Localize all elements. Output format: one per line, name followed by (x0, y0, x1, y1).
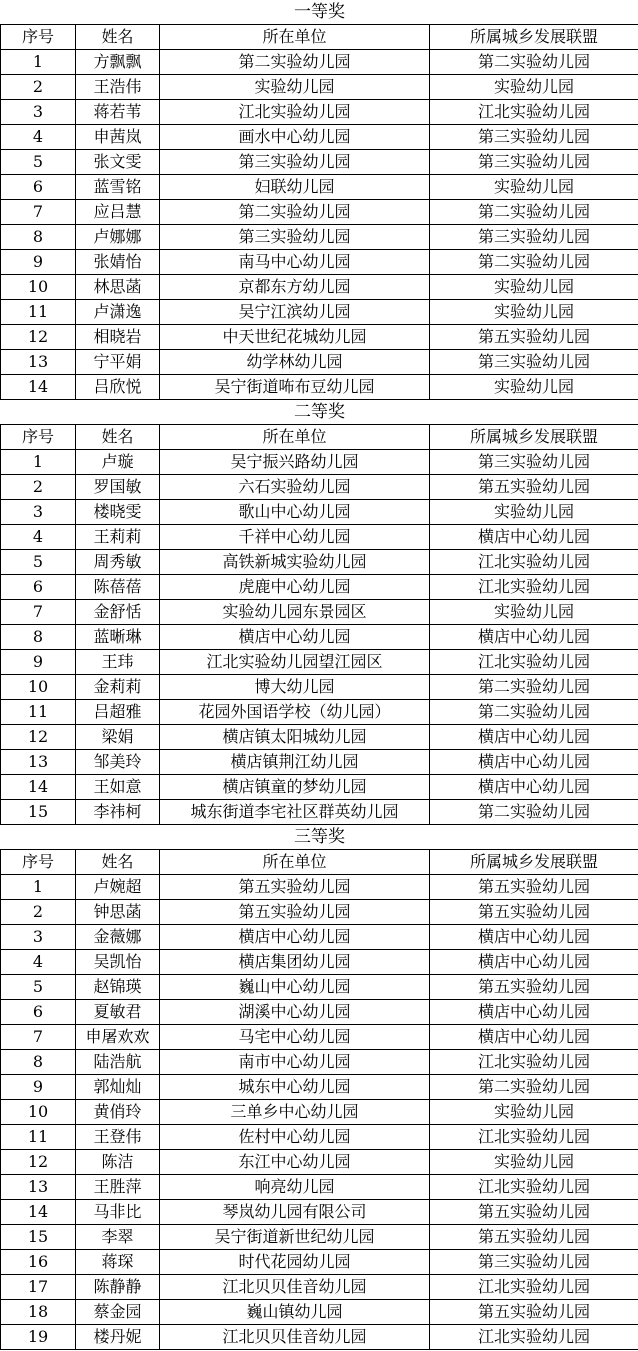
table-row (1, 100, 638, 125)
cell-name: 卢潇逸 (76, 300, 160, 325)
cell-unit: 东江中心幼儿园 (160, 1150, 430, 1175)
cell-alliance: 横店中心幼儿园 (430, 525, 638, 550)
cell-name: 楼丹妮 (76, 1325, 160, 1350)
cell-alliance: 实验幼儿园 (430, 1150, 638, 1175)
table-row (1, 50, 638, 75)
cell-alliance: 横店中心幼儿园 (430, 725, 638, 750)
cell-alliance: 横店中心幼儿园 (430, 1025, 638, 1050)
cell-name: 陈静静 (76, 1275, 160, 1300)
cell-unit: 江北贝贝佳音幼儿园 (160, 1325, 430, 1350)
cell-name: 周秀敏 (76, 550, 160, 575)
cell-number: 14 (1, 375, 76, 400)
cell-unit: 虎鹿中心幼儿园 (160, 575, 430, 600)
table-row (1, 275, 638, 300)
cell-name: 赵锦瑛 (76, 975, 160, 1000)
cell-unit: 横店中心幼儿园 (160, 925, 430, 950)
cell-alliance: 实验幼儿园 (430, 1100, 638, 1125)
cell-name: 蒋若苇 (76, 100, 160, 125)
cell-alliance: 第二实验幼儿园 (430, 675, 638, 700)
cell-name: 金舒恬 (76, 600, 160, 625)
column-header-row (1, 425, 638, 450)
cell-unit: 横店镇童的梦幼儿园 (160, 775, 430, 800)
award-table-body (1, 0, 638, 1350)
cell-number: 18 (1, 1300, 76, 1325)
table-row (1, 675, 638, 700)
cell-number: 4 (1, 525, 76, 550)
section-title-row (1, 0, 638, 25)
cell-alliance: 实验幼儿园 (430, 300, 638, 325)
cell-number: 15 (1, 1225, 76, 1250)
cell-number: 5 (1, 975, 76, 1000)
cell-alliance: 江北实验幼儿园 (430, 1175, 638, 1200)
cell-alliance: 第三实验幼儿园 (430, 450, 638, 475)
table-row (1, 775, 638, 800)
header-alliance: 所属城乡发展联盟 (430, 25, 638, 50)
column-header-row (1, 25, 638, 50)
table-row (1, 150, 638, 175)
cell-alliance: 第二实验幼儿园 (430, 1075, 638, 1100)
cell-unit: 巍山镇幼儿园 (160, 1300, 430, 1325)
cell-name: 楼晓雯 (76, 500, 160, 525)
cell-name: 王玮 (76, 650, 160, 675)
table-row (1, 1175, 638, 1200)
table-row (1, 600, 638, 625)
table-row (1, 1025, 638, 1050)
cell-number: 2 (1, 75, 76, 100)
cell-number: 8 (1, 625, 76, 650)
table-row (1, 725, 638, 750)
cell-alliance: 第三实验幼儿园 (430, 225, 638, 250)
cell-name: 陆浩航 (76, 1050, 160, 1075)
cell-alliance: 第三实验幼儿园 (430, 125, 638, 150)
cell-unit: 江北实验幼儿园望江园区 (160, 650, 430, 675)
cell-name: 王莉莉 (76, 525, 160, 550)
cell-name: 邹美玲 (76, 750, 160, 775)
cell-number: 2 (1, 900, 76, 925)
cell-alliance: 第三实验幼儿园 (430, 350, 638, 375)
table-row (1, 1200, 638, 1225)
cell-name: 王胜萍 (76, 1175, 160, 1200)
cell-unit: 江北实验幼儿园 (160, 100, 430, 125)
cell-unit: 江北贝贝佳音幼儿园 (160, 1275, 430, 1300)
table-row (1, 1000, 638, 1025)
table-row (1, 125, 638, 150)
table-row (1, 475, 638, 500)
table-row (1, 1050, 638, 1075)
cell-alliance: 实验幼儿园 (430, 75, 638, 100)
table-row (1, 375, 638, 400)
cell-number: 1 (1, 875, 76, 900)
header-alliance: 所属城乡发展联盟 (430, 850, 638, 875)
cell-alliance: 第五实验幼儿园 (430, 1300, 638, 1325)
cell-number: 7 (1, 1025, 76, 1050)
cell-unit: 响亮幼儿园 (160, 1175, 430, 1200)
cell-number: 8 (1, 225, 76, 250)
table-row (1, 1300, 638, 1325)
cell-unit: 妇联幼儿园 (160, 175, 430, 200)
cell-alliance: 第五实验幼儿园 (430, 475, 638, 500)
cell-name: 相晓岩 (76, 325, 160, 350)
cell-name: 应吕慧 (76, 200, 160, 225)
cell-unit: 第二实验幼儿园 (160, 200, 430, 225)
cell-name: 蓝雪铭 (76, 175, 160, 200)
cell-unit: 吴宁江滨幼儿园 (160, 300, 430, 325)
cell-number: 16 (1, 1250, 76, 1275)
cell-unit: 城东中心幼儿园 (160, 1075, 430, 1100)
cell-unit: 幼学林幼儿园 (160, 350, 430, 375)
cell-unit: 第五实验幼儿园 (160, 900, 430, 925)
cell-number: 4 (1, 950, 76, 975)
table-row (1, 200, 638, 225)
cell-unit: 吴宁街道新世纪幼儿园 (160, 1225, 430, 1250)
cell-name: 蔡金园 (76, 1300, 160, 1325)
table-row (1, 875, 638, 900)
cell-number: 12 (1, 725, 76, 750)
header-name: 姓名 (76, 850, 160, 875)
cell-name: 金薇娜 (76, 925, 160, 950)
cell-unit: 千祥中心幼儿园 (160, 525, 430, 550)
cell-name: 郭灿灿 (76, 1075, 160, 1100)
header-number: 序号 (1, 25, 76, 50)
table-row (1, 650, 638, 675)
table-row (1, 750, 638, 775)
cell-unit: 第二实验幼儿园 (160, 50, 430, 75)
table-row (1, 525, 638, 550)
cell-unit: 第五实验幼儿园 (160, 875, 430, 900)
table-row (1, 1225, 638, 1250)
cell-name: 林思菡 (76, 275, 160, 300)
cell-alliance: 横店中心幼儿园 (430, 925, 638, 950)
table-row (1, 225, 638, 250)
cell-unit: 三单乡中心幼儿园 (160, 1100, 430, 1125)
cell-number: 3 (1, 925, 76, 950)
table-row (1, 1250, 638, 1275)
cell-name: 张婧怡 (76, 250, 160, 275)
cell-unit: 马宅中心幼儿园 (160, 1025, 430, 1050)
table-row (1, 75, 638, 100)
cell-number: 3 (1, 500, 76, 525)
table-row (1, 950, 638, 975)
cell-alliance: 实验幼儿园 (430, 600, 638, 625)
cell-number: 7 (1, 600, 76, 625)
cell-unit: 时代花园幼儿园 (160, 1250, 430, 1275)
cell-number: 6 (1, 175, 76, 200)
cell-alliance: 实验幼儿园 (430, 375, 638, 400)
cell-unit: 巍山中心幼儿园 (160, 975, 430, 1000)
cell-name: 王登伟 (76, 1125, 160, 1150)
table-row (1, 250, 638, 275)
table-row (1, 550, 638, 575)
cell-name: 蓝晰琳 (76, 625, 160, 650)
cell-number: 14 (1, 1200, 76, 1225)
table-row (1, 300, 638, 325)
cell-name: 陈洁 (76, 1150, 160, 1175)
cell-alliance: 第三实验幼儿园 (430, 150, 638, 175)
cell-unit: 吴宁振兴路幼儿园 (160, 450, 430, 475)
cell-number: 7 (1, 200, 76, 225)
cell-number: 4 (1, 125, 76, 150)
cell-name: 申茜岚 (76, 125, 160, 150)
cell-name: 梁娟 (76, 725, 160, 750)
cell-number: 2 (1, 475, 76, 500)
cell-alliance: 第五实验幼儿园 (430, 900, 638, 925)
table-row (1, 175, 638, 200)
cell-alliance: 第二实验幼儿园 (430, 800, 638, 825)
cell-unit: 画水中心幼儿园 (160, 125, 430, 150)
table-row (1, 1150, 638, 1175)
cell-unit: 高铁新城实验幼儿园 (160, 550, 430, 575)
cell-unit: 第三实验幼儿园 (160, 150, 430, 175)
cell-name: 陈蓓蓓 (76, 575, 160, 600)
table-row (1, 500, 638, 525)
section-title-row (1, 400, 638, 425)
header-alliance: 所属城乡发展联盟 (430, 425, 638, 450)
cell-name: 宁平娟 (76, 350, 160, 375)
section-title: 一等奖 (1, 0, 638, 25)
cell-number: 11 (1, 700, 76, 725)
cell-alliance: 江北实验幼儿园 (430, 100, 638, 125)
table-row (1, 625, 638, 650)
cell-number: 9 (1, 650, 76, 675)
column-header-row (1, 850, 638, 875)
table-row (1, 900, 638, 925)
cell-number: 9 (1, 250, 76, 275)
cell-unit: 实验幼儿园 (160, 75, 430, 100)
table-row (1, 1325, 638, 1350)
cell-alliance: 江北实验幼儿园 (430, 550, 638, 575)
cell-number: 12 (1, 1150, 76, 1175)
cell-number: 1 (1, 50, 76, 75)
table-row (1, 925, 638, 950)
cell-number: 11 (1, 1125, 76, 1150)
table-row (1, 575, 638, 600)
cell-unit: 横店中心幼儿园 (160, 625, 430, 650)
cell-alliance: 第五实验幼儿园 (430, 1225, 638, 1250)
table-row (1, 450, 638, 475)
cell-name: 钟思菡 (76, 900, 160, 925)
cell-unit: 中天世纪花城幼儿园 (160, 325, 430, 350)
table-row (1, 975, 638, 1000)
cell-unit: 京都东方幼儿园 (160, 275, 430, 300)
cell-name: 方飘飘 (76, 50, 160, 75)
cell-alliance: 第五实验幼儿园 (430, 975, 638, 1000)
cell-unit: 横店集团幼儿园 (160, 950, 430, 975)
cell-unit: 歌山中心幼儿园 (160, 500, 430, 525)
cell-unit: 博大幼儿园 (160, 675, 430, 700)
cell-name: 李祎柯 (76, 800, 160, 825)
header-name: 姓名 (76, 25, 160, 50)
header-unit: 所在单位 (160, 25, 430, 50)
header-unit: 所在单位 (160, 850, 430, 875)
table-row (1, 325, 638, 350)
cell-number: 19 (1, 1325, 76, 1350)
cell-number: 5 (1, 550, 76, 575)
cell-number: 6 (1, 1000, 76, 1025)
cell-unit: 南市中心幼儿园 (160, 1050, 430, 1075)
cell-number: 13 (1, 350, 76, 375)
cell-name: 王如意 (76, 775, 160, 800)
cell-name: 黄俏玲 (76, 1100, 160, 1125)
cell-alliance: 实验幼儿园 (430, 500, 638, 525)
cell-unit: 六石实验幼儿园 (160, 475, 430, 500)
table-row (1, 1100, 638, 1125)
cell-unit: 实验幼儿园东景园区 (160, 600, 430, 625)
table-row (1, 350, 638, 375)
cell-alliance: 实验幼儿园 (430, 175, 638, 200)
cell-number: 6 (1, 575, 76, 600)
cell-alliance: 江北实验幼儿园 (430, 650, 638, 675)
cell-name: 卢璇 (76, 450, 160, 475)
cell-alliance: 横店中心幼儿园 (430, 775, 638, 800)
cell-unit: 琴岚幼儿园有限公司 (160, 1200, 430, 1225)
table-row (1, 800, 638, 825)
cell-alliance: 江北实验幼儿园 (430, 1125, 638, 1150)
cell-alliance: 江北实验幼儿园 (430, 575, 638, 600)
cell-name: 罗国敏 (76, 475, 160, 500)
header-unit: 所在单位 (160, 425, 430, 450)
cell-name: 张文雯 (76, 150, 160, 175)
cell-name: 吕超雅 (76, 700, 160, 725)
cell-alliance: 横店中心幼儿园 (430, 625, 638, 650)
cell-number: 17 (1, 1275, 76, 1300)
cell-unit: 横店镇荆江幼儿园 (160, 750, 430, 775)
cell-alliance: 横店中心幼儿园 (430, 1000, 638, 1025)
table-row (1, 700, 638, 725)
cell-name: 金莉莉 (76, 675, 160, 700)
cell-unit: 花园外国语学校（幼儿园） (160, 700, 430, 725)
cell-number: 5 (1, 150, 76, 175)
cell-number: 14 (1, 775, 76, 800)
cell-unit: 城东街道李宅社区群英幼儿园 (160, 800, 430, 825)
cell-alliance: 横店中心幼儿园 (430, 750, 638, 775)
cell-number: 13 (1, 1175, 76, 1200)
cell-number: 10 (1, 275, 76, 300)
cell-name: 夏敏君 (76, 1000, 160, 1025)
cell-unit: 湖溪中心幼儿园 (160, 1000, 430, 1025)
section-title: 二等奖 (1, 400, 638, 425)
cell-name: 李翠 (76, 1225, 160, 1250)
cell-name: 王浩伟 (76, 75, 160, 100)
table-row (1, 1275, 638, 1300)
table-row (1, 1075, 638, 1100)
header-number: 序号 (1, 425, 76, 450)
cell-number: 3 (1, 100, 76, 125)
cell-alliance: 横店中心幼儿园 (430, 950, 638, 975)
cell-alliance: 江北实验幼儿园 (430, 1275, 638, 1300)
cell-name: 马非比 (76, 1200, 160, 1225)
cell-alliance: 第五实验幼儿园 (430, 325, 638, 350)
header-name: 姓名 (76, 425, 160, 450)
cell-number: 10 (1, 1100, 76, 1125)
cell-alliance: 实验幼儿园 (430, 275, 638, 300)
cell-name: 卢婉超 (76, 875, 160, 900)
cell-number: 11 (1, 300, 76, 325)
header-number: 序号 (1, 850, 76, 875)
cell-alliance: 第五实验幼儿园 (430, 1200, 638, 1225)
section-title-row (1, 825, 638, 850)
cell-number: 15 (1, 800, 76, 825)
cell-alliance: 江北实验幼儿园 (430, 1325, 638, 1350)
cell-alliance: 第二实验幼儿园 (430, 700, 638, 725)
cell-alliance: 江北实验幼儿园 (430, 1050, 638, 1075)
cell-unit: 第三实验幼儿园 (160, 225, 430, 250)
cell-number: 12 (1, 325, 76, 350)
cell-number: 1 (1, 450, 76, 475)
table-row (1, 1125, 638, 1150)
cell-number: 13 (1, 750, 76, 775)
cell-unit: 南马中心幼儿园 (160, 250, 430, 275)
cell-number: 9 (1, 1075, 76, 1100)
cell-alliance: 第五实验幼儿园 (430, 875, 638, 900)
cell-name: 申屠欢欢 (76, 1025, 160, 1050)
cell-number: 10 (1, 675, 76, 700)
cell-unit: 横店镇太阳城幼儿园 (160, 725, 430, 750)
cell-alliance: 第二实验幼儿园 (430, 50, 638, 75)
cell-name: 吕欣悦 (76, 375, 160, 400)
cell-alliance: 第二实验幼儿园 (430, 250, 638, 275)
section-title: 三等奖 (1, 825, 638, 850)
cell-number: 8 (1, 1050, 76, 1075)
cell-unit: 佐村中心幼儿园 (160, 1125, 430, 1150)
cell-unit: 吴宁街道咘布豆幼儿园 (160, 375, 430, 400)
cell-name: 吴凯怡 (76, 950, 160, 975)
cell-alliance: 第三实验幼儿园 (430, 1250, 638, 1275)
cell-name: 蒋琛 (76, 1250, 160, 1275)
cell-alliance: 第二实验幼儿园 (430, 200, 638, 225)
cell-name: 卢娜娜 (76, 225, 160, 250)
